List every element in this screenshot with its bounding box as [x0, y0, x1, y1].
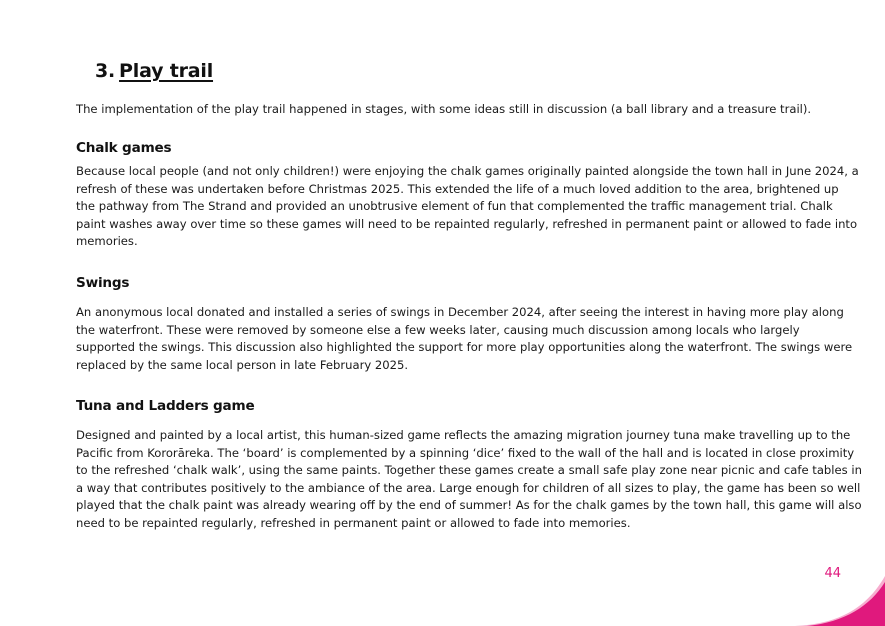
section-heading [95, 60, 213, 82]
corner-wave [807, 582, 885, 626]
paragraph-line: Designed and painted by a local artist, this human-sized game reflects the amazing migration journey tuna make travelling up to the [76, 428, 851, 442]
paragraph-chalk-games [76, 163, 859, 251]
paragraph-line: to the refreshed ‘chalk walk’, using the same paints. Together these games create a small safe play zone near picnic and cafe tables in [76, 463, 862, 478]
paragraph-line: refresh of these was undertaken before Christmas 2025. This extended the life of a much loved addition to the area, brightened up [76, 181, 839, 196]
paragraph-line: need to be repainted regularly, refreshed in permanent paint or allowed to fade into memories. [76, 515, 631, 530]
section-title: Play trail [119, 60, 214, 82]
paragraph-tuna-and-ladders [76, 427, 862, 533]
paragraph-line: a way that contributes positively to the ambiance of the area. Large enough for children of all sizes to play, the game has been so well [76, 480, 861, 495]
paragraph-line: An anonymous local donated and installed a series of swings in December 2024, after seeing the interest in having more play along [76, 305, 844, 319]
paragraph-swings [76, 304, 853, 374]
paragraph-line: played that the chalk paint was already wearing off by the end of summer! As for the chalk games by the town hall, this game will also [76, 498, 862, 513]
paragraph-line: memories. [76, 234, 138, 249]
paragraph-line: supported the swings. This discussion also highlighted the support for more play opportunities along the waterfront. The swings were [76, 340, 853, 355]
subheading-tuna-and-ladders: Tuna and Ladders game [76, 398, 255, 414]
paragraph-line: Pacific from Kororāreka. The ‘board’ is complemented by a spinning ‘dice’ fixed to the wall of the hall and is located in close proximity [76, 445, 855, 460]
subheading-swings: Swings [76, 275, 130, 291]
paragraph-line: paint washes away over time so these games will need to be repainted regularly, refreshed in permanent paint or allowed to fade into [76, 216, 858, 231]
subheading-chalk-games: Chalk games [76, 140, 172, 156]
paragraph-line: replaced by the same local person in late February 2025. [76, 357, 409, 372]
intro-paragraph: The implementation of the play trail happened in stages, with some ideas still in discussion (a ball library and a treasure trail). [76, 102, 812, 116]
paragraph-line: the waterfront. These were removed by someone else a few weeks later, causing much discussion among locals who largely [76, 322, 800, 337]
paragraph-line: the pathway from The Strand and provided an unobtrusive element of fun that complemented the traffic management trial. Chalk [76, 199, 833, 214]
page-number: 44 [824, 566, 841, 581]
corner-decoration [795, 576, 885, 626]
paragraph-line: Because local people (and not only children!) were enjoying the chalk games originally painted alongside the town hall in June 2024, a [76, 164, 859, 178]
section-number: 3. [95, 60, 116, 82]
